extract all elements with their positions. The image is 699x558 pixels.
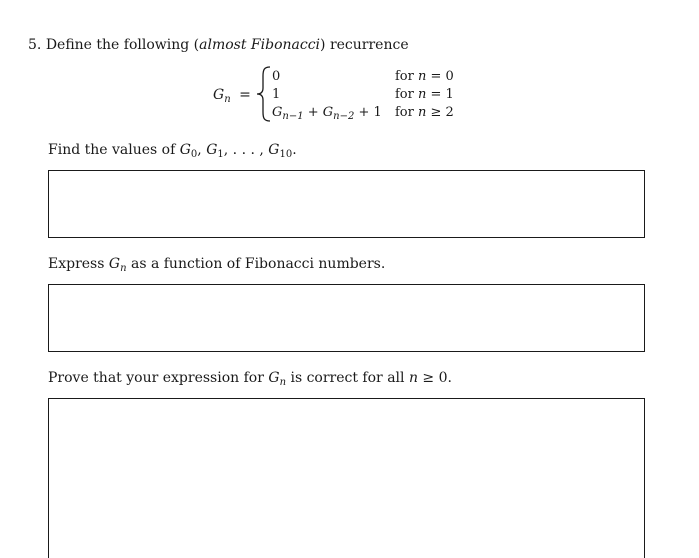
answer-box-1[interactable] (48, 170, 645, 238)
case-1-condition: for n = 1 (395, 87, 454, 102)
intro-after: ) recurrence (320, 37, 409, 53)
intro-before: Define the following ( (45, 37, 200, 53)
question-2-text: Express $G_n$ as a function of Fibonacci numbers. (48, 256, 386, 274)
case-2-value: $G_{n-1} + G_{n-2} + 1$ (272, 105, 382, 122)
problem-number: 5. (28, 37, 42, 53)
case-2-condition: for n ≥ 2 (395, 105, 454, 120)
case-0-value: 0 (272, 69, 281, 84)
answer-box-2[interactable] (48, 284, 645, 352)
case-1-value: 1 (272, 87, 281, 102)
left-brace (254, 66, 274, 122)
question-3-text: Prove that your expression for $G_n$ is correct for all n ≥ 0. (48, 370, 452, 388)
problem-intro (28, 36, 409, 54)
answer-box-3[interactable] (48, 398, 645, 558)
case-0-condition: for n = 0 (395, 69, 454, 84)
intro-emphasis: almost Fibonacci (199, 37, 321, 53)
question-1-text: Find the values of $G_0$, $G_1$, . . . , $G_{10}$. (48, 142, 297, 160)
recurrence-lhs: $G_n$ = (213, 87, 251, 105)
